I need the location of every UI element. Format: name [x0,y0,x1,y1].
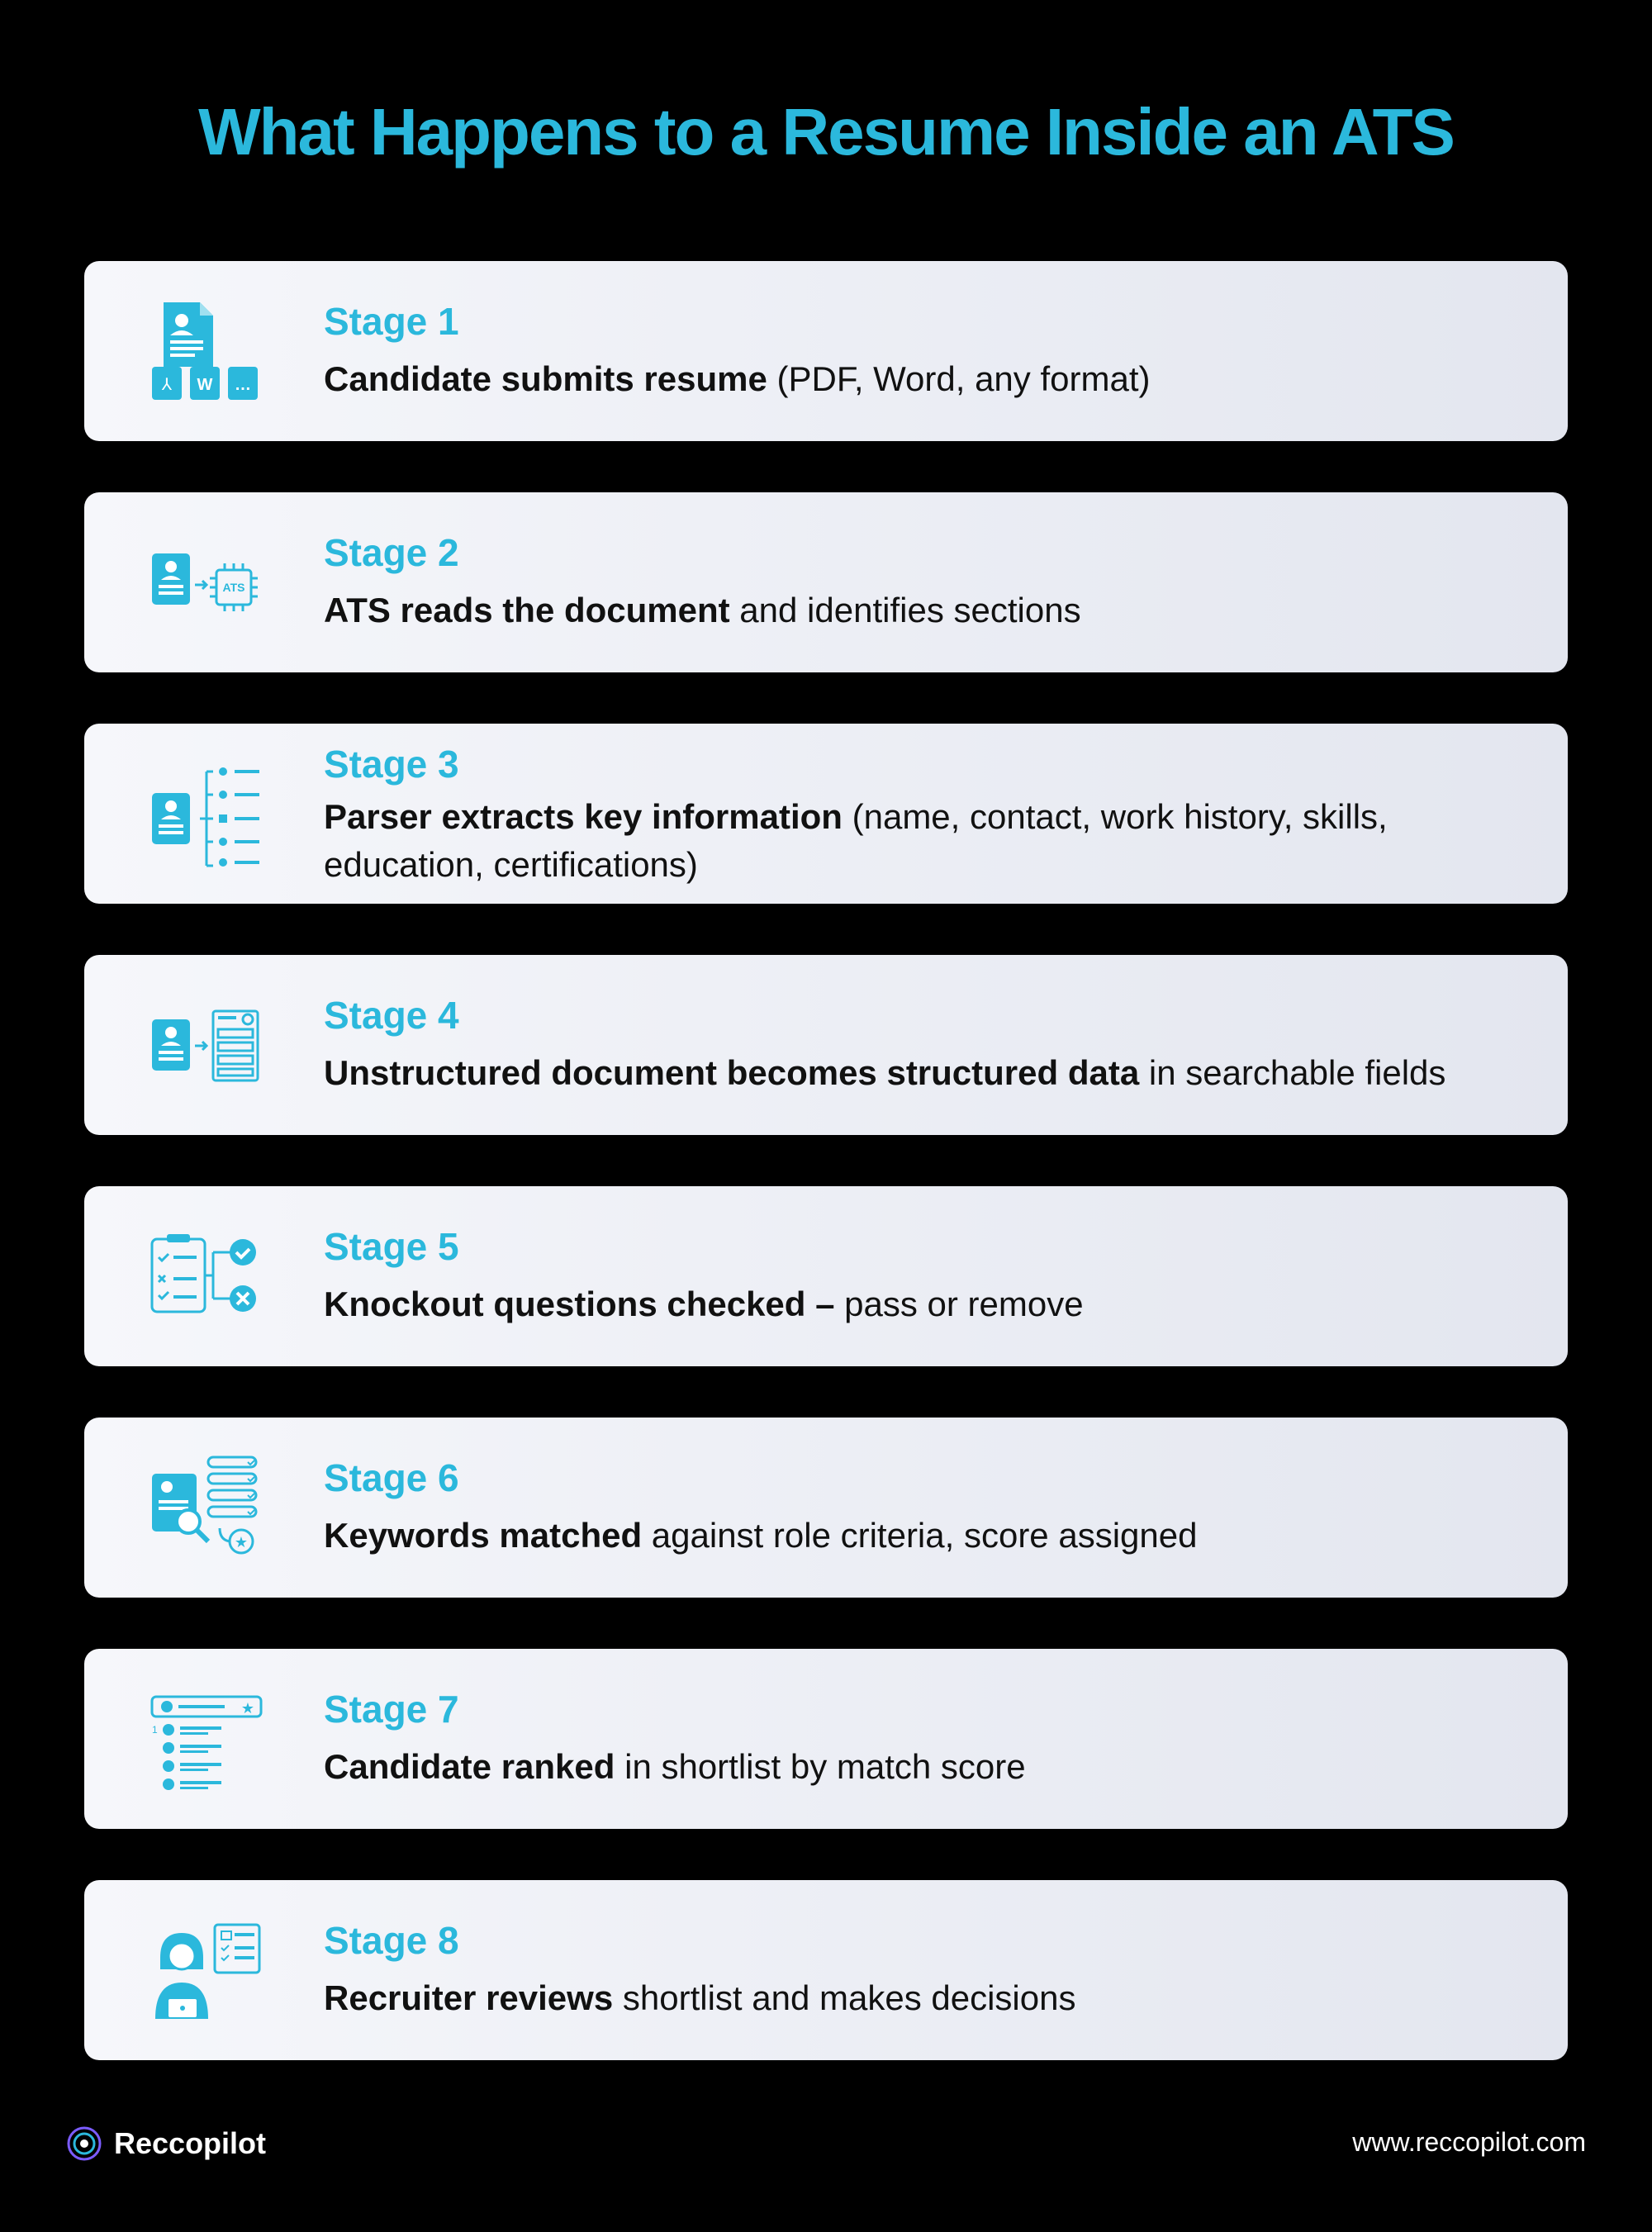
stage-description-bold: Keywords matched [324,1516,643,1555]
stage-description-rest: and identifies sections [729,591,1081,629]
stage-card-4 [84,955,1568,1135]
svg-text:ATS: ATS [222,581,245,594]
stage-card-1 [84,261,1568,441]
resume-formats-icon [149,297,264,405]
stage-description-bold: Parser extracts key information [324,797,843,836]
stage-description-rest: (PDF, Word, any format) [767,359,1151,398]
brand-logo[interactable] [66,2123,266,2164]
stage-description [324,1512,1513,1560]
stage-description-bold: ATS reads the document [324,591,730,629]
stage-description [324,1049,1513,1097]
svg-text:★: ★ [234,1534,249,1551]
ranked-list-icon [149,1685,264,1793]
stage-description [324,793,1513,889]
svg-text:⅄: ⅄ [161,374,173,394]
stage-label: Stage 1 [324,300,459,343]
parser-extract-icon [149,760,264,867]
checklist-pass-fail-icon [149,1223,264,1330]
stage-label: Stage 8 [324,1919,459,1962]
website-link[interactable]: www.reccopilot.com [1352,2127,1586,2157]
stage-label: Stage 6 [324,1456,459,1499]
reccopilot-logo-icon [66,2125,102,2162]
stage-description-rest: pass or remove [834,1285,1084,1323]
svg-text:W: W [197,376,213,394]
stage-description-bold: Candidate ranked [324,1747,615,1786]
stage-label: Stage 7 [324,1688,459,1731]
svg-text:★: ★ [240,1700,255,1717]
stage-card-2 [84,492,1568,672]
stage-label: Stage 4 [324,994,459,1037]
stage-description [324,355,1513,403]
stage-description [324,1743,1513,1791]
stage-description [324,1974,1513,2022]
stage-description-rest: (name, contact, work history, skills, education, certifications) [324,797,1388,884]
stage-description-bold: Knockout questions checked – [324,1285,835,1323]
brand-name: Reccopilot [114,2126,267,2160]
stage-label: Stage 3 [324,743,459,786]
stage-description-rest: against role criteria, score assigned [642,1516,1198,1555]
stage-description-rest: in shortlist by match score [615,1747,1026,1786]
stage-description [324,1280,1513,1328]
stage-card-7 [84,1649,1568,1829]
stage-card-8 [84,1880,1568,2060]
svg-text:1: 1 [152,1724,158,1736]
ats-chip-icon [149,529,264,636]
structured-data-icon [149,991,264,1099]
stage-description-rest: in searchable fields [1139,1053,1446,1092]
recruiter-review-icon [149,1916,264,2024]
stage-card-5 [84,1186,1568,1366]
stage-description-bold: Recruiter reviews [324,1978,614,2017]
stage-card-6 [84,1418,1568,1598]
stage-description-rest: shortlist and makes decisions [613,1978,1076,2017]
stage-card-3 [84,724,1568,904]
page-title: What Happens to a Resume Inside an ATS [198,95,1454,169]
svg-text:…: … [235,376,251,394]
stage-label: Stage 5 [324,1225,459,1268]
stage-description-bold: Candidate submits resume [324,359,767,398]
stage-label: Stage 2 [324,531,459,574]
stage-description [324,586,1513,634]
stage-description-bold: Unstructured document becomes structured data [324,1053,1140,1092]
keyword-match-icon [149,1454,264,1561]
